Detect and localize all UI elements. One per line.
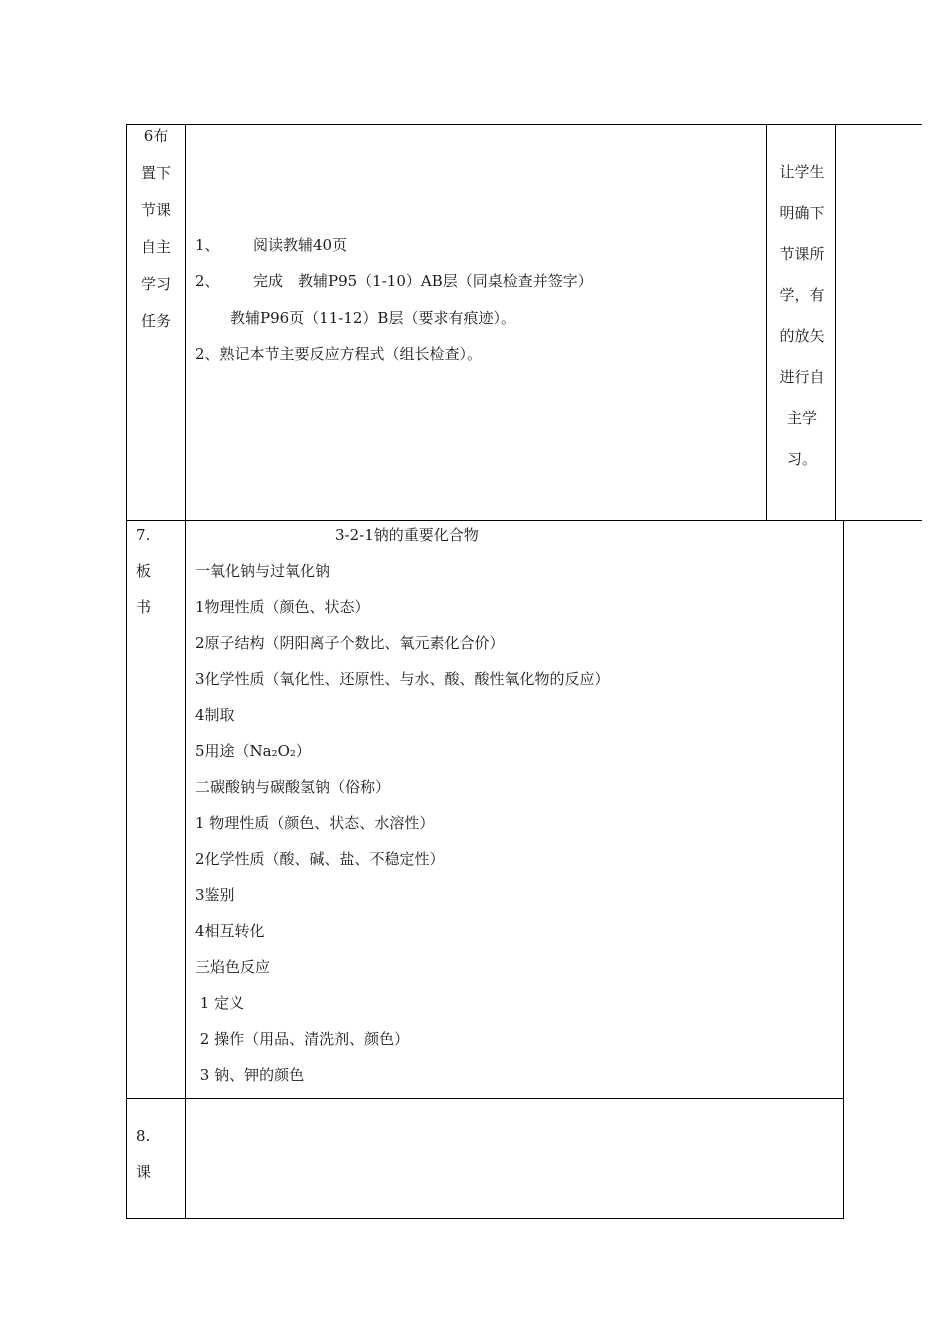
board-line: 1 物理性质（颜色、状态、水溶性） [195,814,435,832]
row7-bottom-border [126,1098,844,1099]
board-line: 1 定义 [195,994,245,1012]
section8-label [136,1118,151,1190]
board-title: 3-2-1钠的重要化合物 [335,526,479,544]
note-line: 节课所 [779,245,825,263]
label-line: 8. [136,1127,151,1145]
label-line: 6布 [143,127,169,145]
board-line: 5用途（Na₂O₂） [195,742,311,760]
task-1-number: 1、 [195,236,220,254]
section7-label [136,517,151,625]
note-line: 明确下 [779,204,825,222]
note-line: 进行自 [779,368,825,386]
label-line: 节课 [140,201,171,219]
board-line: 1物理性质（颜色、状态） [195,598,370,616]
note-line: 主学 [786,409,817,427]
task-2-number: 2、 [195,272,220,290]
note-line: 的放矢 [779,327,825,345]
note-line: 习。 [786,450,817,468]
task-1-text: 阅读教辅40页 [253,236,348,254]
note-line: 学，有 [779,286,825,304]
section6-label [126,118,186,340]
task-2-text: 完成 教辅P95（1-10）AB层（同桌检查并签字） [253,272,593,290]
label-line: 置下 [140,164,171,182]
board-line: 2化学性质（酸、碱、盐、不稳定性） [195,850,445,868]
label-line: 学习 [140,275,171,293]
board-line: 4制取 [195,706,235,724]
row6-bottom-border [126,520,922,521]
board-line: 一氧化钠与过氧化钠 [195,562,331,580]
board-line: 二碳酸钠与碳酸氢钠（俗称） [195,778,391,796]
table-bottom-border [126,1218,844,1219]
table-right-border-lower [843,520,844,1219]
label-line: 课 [136,1163,152,1181]
board-line: 2 操作（用品、清洗剂、颜色） [195,1030,410,1048]
label-line: 7. [136,526,151,544]
section6-note [768,152,836,480]
board-line: 2原子结构（阴阳离子个数比、氧元素化合价） [195,634,505,652]
board-line: 3 钠、钾的颜色 [195,1066,305,1084]
board-line: 三焰色反应 [195,958,271,976]
note-line: 让学生 [779,163,825,181]
task-3-text: 2、熟记本节主要反应方程式（组长检查）。 [195,345,483,363]
board-line: 4相互转化 [195,922,265,940]
note-column-left-divider [766,124,767,521]
board-line: 3鉴别 [195,886,235,904]
board-line: 3化学性质（氧化性、还原性、与水、酸、酸性氧化物的反应） [195,670,610,688]
label-line: 板 [136,562,152,580]
label-line: 任务 [140,312,171,330]
label-line: 自主 [140,238,171,256]
task-2-continued: 教辅P96页（11-12）B层（要求有痕迹）。 [230,309,516,327]
table-top-border [126,124,922,125]
label-line: 书 [136,598,152,616]
board-content [195,553,610,1093]
